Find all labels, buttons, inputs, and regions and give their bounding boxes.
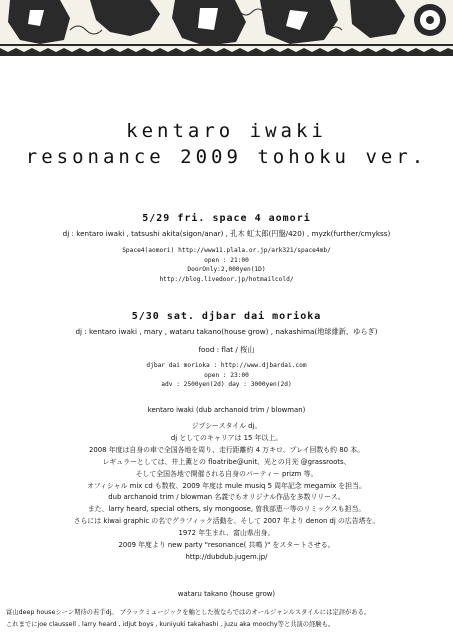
- bio-line: さらには kiwai graphic の名でグラフィック活動を、そして 2007 年より denon dj の広告塔を。: [73, 517, 380, 526]
- event-open-time: open : 23:00: [204, 371, 249, 379]
- bio-line: そして全国各地で開催される自身のパーティー prizm 等。: [135, 469, 318, 478]
- event-open-time: open : 21:00: [204, 256, 249, 264]
- event-morioka: [0, 311, 453, 390]
- bio-text-wataru: [6, 607, 447, 630]
- bio-line: また、larry heard, special others, sly mongoose, 曽我部恵一等のリミックスも担当。: [87, 505, 366, 514]
- bio-text-kentaro: [0, 421, 453, 564]
- bio-line: オフィシャル mix cd も数枚、2009 年度は mule musiq 5 周年記念 megamix を担当。: [87, 481, 366, 490]
- event-dj-lineup: dj : kentaro iwaki , tatsushi akita(sigon/anar) , 孔木 虹太郎(円盤/420) , myzk(further/cmykss): [62, 229, 391, 238]
- bio-line: dub archanoid trim / blowman 名義でもオリジナル作品を多数リリース。: [108, 493, 345, 502]
- event-venue: Space4(aomori) http://www11.plala.or.jp/ark321/space4mb/: [122, 247, 331, 254]
- event-venue: djbar dai morioka : http://www.djbardai.com: [146, 362, 307, 369]
- bio-url: http://dubdub.jugem.jp/: [185, 552, 268, 561]
- event-dj-lineup: dj : kentaro iwaki , mary , wataru takano(house grow) , nakashima(地球維新、ゆらぎ): [75, 327, 378, 336]
- title-artist: kentaro iwaki: [126, 120, 327, 142]
- event-heading: 5/30 sat. djbar dai morioka: [131, 311, 322, 322]
- bio-line: 富山deep houseシーン期待の若手dj。 ブラックミュージックを軸とした彼ならではのオールジャンルスタイルには定評がある。: [6, 609, 371, 616]
- title-block: [0, 118, 453, 170]
- event-heading: 5/29 fri. space 4 aomori: [142, 213, 311, 224]
- banner-illustration: [0, 0, 453, 56]
- bio-line: 1972 年生まれ、富山県出身。: [178, 529, 275, 538]
- bio-line: これまでにjoe claussell , larry heard , idjut boys , kuniyuki takahashi , juzu aka moochy等と共演の経験も。: [6, 620, 335, 628]
- title-tour: resonance 2009 tohoku ver.: [25, 146, 428, 168]
- illustrated-banner: [0, 0, 453, 56]
- bio-heading-kentaro: kentaro iwaki (dub archanoid trim / blowman): [147, 406, 306, 414]
- event-price: DoorOnly:2,000yen(1D): [187, 266, 266, 273]
- event-url: http://blog.livedoor.jp/hotmailcold/: [159, 275, 294, 283]
- bio-line: dj としてのキャリアは 15 年以上。: [170, 433, 283, 442]
- bio-heading-wataru: wataru takano (house grow): [177, 590, 276, 598]
- event-food: food : flat / 桜山: [198, 345, 255, 354]
- bio-line: ジプシースタイル dj。: [191, 422, 262, 430]
- event-aomori: [0, 213, 453, 284]
- bio-line: 2008 年度は自身の車で全国各地を周り、走行距離約 4 万キロ、プレイ回数も約 80 本。: [88, 445, 365, 454]
- bio-line: 2009 年度より new party "resonance( 共鳴 )" をスタートさせる。: [118, 541, 335, 550]
- bio-line: レギュラーとしては、井上薫との floatribe@unit、光との月光 @grassroots、: [102, 457, 351, 466]
- event-price: adv : 2500yen(2d) day : 3000yen(2d): [161, 381, 292, 388]
